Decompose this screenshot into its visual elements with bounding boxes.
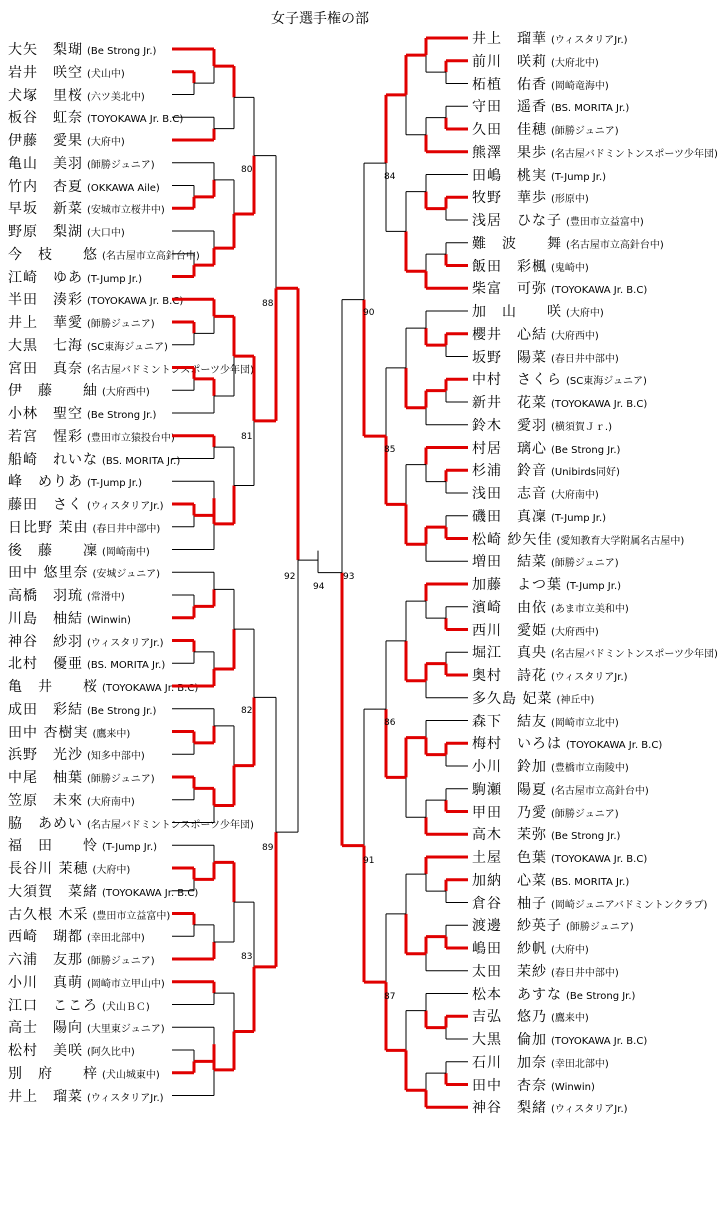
player-team: (師勝ジュニア) [87, 319, 155, 330]
player-team: (ウィスタリアJr.) [87, 501, 164, 512]
player-name: 長谷川 茉穂 [8, 861, 89, 877]
player-name: 堀江 真央 [472, 645, 547, 662]
match-number-90: 90 [363, 308, 375, 318]
player-team: (大府南中) [551, 490, 599, 501]
player-team: (ウィスタリアJr.) [551, 1104, 628, 1116]
player-name: 増田 結菜 [472, 554, 547, 571]
player-team: (安城市立桜井中) [87, 205, 165, 217]
player-team: (豊田市立猿投台中) [87, 432, 175, 444]
match-number-83: 83 [241, 952, 253, 962]
player-team: (犬山中) [87, 68, 125, 80]
player-name: 倉谷 柚子 [472, 895, 547, 912]
player-name: 笠原 未來 [8, 792, 83, 809]
player-team: (大口中) [87, 228, 125, 239]
player-team: (愛知教育大学附属名古屋中) [556, 535, 685, 547]
player-name: 磯田 真凜 [472, 508, 547, 525]
player-team: (形原中) [551, 194, 589, 206]
player-team: (豊田市立益富中) [92, 910, 171, 922]
player-team: (師勝ジュニア) [87, 956, 155, 967]
player-team: (T-Jump Jr.) [551, 171, 607, 183]
player-team: (師勝ジュニア) [551, 126, 619, 137]
player-name: 甲田 乃愛 [472, 804, 547, 821]
player-name: 亀 井 桜 [8, 679, 98, 695]
player-team: (名古屋市立高針台中) [551, 785, 649, 797]
match-number-92: 92 [284, 572, 296, 582]
player-name: 嶋田 紗帆 [472, 941, 547, 957]
player-team: (Winwin) [551, 1081, 595, 1093]
player-team: (名古屋バドミントンスポーツ少年団) [551, 148, 718, 160]
player-name: 亀山 美羽 [8, 155, 83, 172]
player-team: (春日井中部中) [92, 523, 161, 535]
player-name: 柘植 佑香 [472, 76, 547, 93]
match-number-84: 84 [384, 172, 396, 182]
player-team: (名古屋バドミントンスポーツ少年団) [87, 819, 254, 831]
player-name: 伊 藤 紬 [8, 383, 98, 400]
player-team: (Be Strong Jr.) [566, 990, 636, 1002]
player-team: (豊田市立益富中) [566, 217, 644, 228]
player-name: 飯田 彩楓 [472, 258, 547, 275]
player-name: 若宮 惺彩 [8, 428, 83, 445]
player-team: (鷹来中) [551, 1013, 589, 1025]
player-team: (名古屋市立高針台中) [566, 239, 664, 251]
player-team: (大府中) [551, 945, 589, 956]
player-name: 江口 こころ [8, 997, 98, 1014]
player-team: (Be Strong Jr.) [87, 46, 157, 57]
player-team: (阿久比中) [87, 1047, 135, 1058]
player-name: 大矢 梨瑚 [8, 42, 83, 58]
player-name: 松本 あすな [472, 986, 562, 1003]
player-name: 北村 優亜 [8, 656, 83, 673]
player-team: (岡崎ジュニアバドミントンクラブ) [551, 899, 708, 911]
player-name: 野原 梨湖 [8, 224, 83, 240]
player-team: (大府南中) [87, 796, 135, 808]
player-team: (OKKAWA Aile) [87, 182, 160, 194]
player-team: (春日井中部中) [551, 967, 619, 979]
player-name: 松崎 紗矢佳 [472, 531, 553, 548]
player-name: 杉浦 鈴音 [472, 463, 547, 480]
player-team: (あま市立美和中) [551, 603, 629, 615]
player-name: 前川 咲莉 [472, 53, 547, 70]
player-name: 鈴木 愛羽 [472, 417, 547, 434]
player-name: 高橋 羽琉 [8, 588, 83, 604]
player-name: 峰 めりあ [8, 474, 83, 491]
player-team: (ウィスタリアJr.) [87, 637, 164, 649]
player-name: 神谷 紗羽 [8, 633, 83, 650]
player-name: 浅居 ひな子 [472, 213, 562, 229]
player-team: (T-Jump Jr.) [87, 273, 143, 285]
player-name: 井上 瑠華 [472, 31, 547, 47]
player-name: 加 山 咲 [472, 304, 562, 320]
player-team: (Unibirds同好) [551, 467, 620, 479]
player-name: 新井 花菜 [472, 395, 547, 411]
player-team: (岡崎竜海中) [551, 80, 609, 92]
player-team: (SC東海ジュニア) [87, 341, 168, 353]
player-name: 神谷 梨緒 [472, 1100, 547, 1117]
player-team: (TOYOKAWA Jr. B.C) [87, 114, 184, 126]
player-name: 牧野 華歩 [472, 190, 547, 207]
player-name: 田中 悠里奈 [8, 565, 89, 582]
player-team: (横須賀Ｊｒ.) [551, 421, 612, 433]
player-name: 大須賀 菜緒 [8, 883, 98, 900]
player-team: (Be Strong Jr.) [87, 705, 157, 717]
player-team: (師勝ジュニア) [87, 159, 155, 171]
player-name: 熊澤 果歩 [472, 144, 547, 161]
player-name: 松村 美咲 [8, 1043, 83, 1059]
player-team: (鷹来中) [92, 728, 131, 740]
player-name: 森下 結友 [472, 713, 547, 730]
player-name: 中村 さくら [472, 372, 562, 389]
player-team: (T-Jump Jr.) [102, 842, 158, 854]
player-team: (師勝ジュニア) [87, 774, 155, 785]
player-name: 石川 加奈 [472, 1054, 547, 1071]
match-number-82: 82 [241, 706, 253, 716]
player-team: (幸田北部中) [87, 933, 145, 945]
player-team: (名古屋バドミントンスポーツ少年団) [551, 649, 718, 661]
player-team: (大府西中) [551, 330, 599, 342]
player-name: 西川 愛姫 [472, 622, 547, 639]
player-name: 竹内 杏夏 [8, 178, 83, 195]
player-name: 成田 彩結 [8, 701, 83, 718]
player-team: (安城ジュニア) [92, 569, 161, 581]
player-name: 久田 佳穂 [472, 122, 547, 138]
player-team: (BS. MORITA Jr.) [551, 876, 630, 888]
player-team: (岡崎市立北中) [551, 717, 619, 729]
player-name: 今 枝 悠 [8, 246, 98, 263]
player-name: 奥村 詩花 [472, 668, 547, 684]
player-team: (知多中部中) [87, 751, 145, 763]
player-name: 井上 瑠菜 [8, 1088, 83, 1105]
player-name: 小川 鈴加 [472, 759, 547, 775]
player-name: 田中 杏奈 [472, 1077, 547, 1094]
player-team: (BS. MORITA Jr.) [551, 103, 630, 115]
match-number-87: 87 [384, 992, 396, 1002]
player-name: 半田 湊彩 [8, 292, 83, 309]
player-name: 大黒 倫加 [472, 1032, 547, 1048]
player-name: 守田 遥香 [472, 99, 547, 116]
player-name: 高木 茉弥 [472, 827, 547, 844]
player-team: (大府北中) [551, 57, 599, 69]
player-team: (T-Jump Jr.) [87, 478, 143, 490]
player-name: 日比野 茉由 [8, 519, 89, 536]
player-name: 江崎 ゆあ [8, 269, 83, 286]
player-team: (鬼崎中) [551, 262, 589, 274]
player-name: 六浦 友那 [8, 952, 83, 968]
player-name: 渡邊 紗英子 [472, 918, 562, 935]
player-team: (豊橋市立南陵中) [551, 763, 629, 774]
player-team: (TOYOKAWA Jr. B.C) [566, 740, 663, 752]
player-name: 坂野 陽菜 [472, 349, 547, 366]
player-team: (師勝ジュニア) [566, 922, 634, 934]
player-name: 大黒 七海 [8, 337, 83, 354]
player-team: (T-Jump Jr.) [551, 512, 607, 524]
player-team: (犬山ＢＣ) [102, 1001, 150, 1013]
match-number-93: 93 [343, 572, 355, 582]
player-team: (ウィスタリアJr.) [551, 672, 628, 683]
player-team: (TOYOKAWA Jr. B.C) [551, 399, 648, 410]
player-name: 多久島 妃菜 [472, 690, 553, 707]
player-name: 犬塚 里桜 [8, 87, 83, 104]
player-team: (師勝ジュニア) [551, 808, 619, 820]
player-name: 村居 璃心 [472, 440, 547, 457]
player-name: 板谷 虹奈 [8, 110, 83, 127]
player-name: 脇 あめい [8, 815, 83, 832]
player-team: (Winwin) [87, 614, 131, 626]
match-number-94: 94 [313, 582, 325, 592]
player-team: (岡崎市立甲山中) [87, 978, 165, 990]
player-name: 中尾 柚葉 [8, 770, 83, 786]
player-team: (大府西中) [102, 387, 150, 399]
player-name: 西崎 瑚都 [8, 929, 83, 946]
player-name: 梅村 いろは [472, 736, 562, 753]
player-name: 小川 真萌 [8, 974, 83, 991]
player-team: (TOYOKAWA Jr. B.C) [551, 1036, 648, 1047]
player-team: (大府中) [87, 137, 125, 148]
player-team: (神丘中) [556, 694, 595, 706]
player-name: 難 波 舞 [472, 235, 562, 252]
player-name: 岩井 咲空 [8, 64, 83, 81]
player-team: (TOYOKAWA Jr. B.C) [551, 285, 648, 297]
player-team: (大里東ジュニア) [87, 1024, 165, 1036]
player-team: (Be Strong Jr.) [551, 444, 621, 456]
match-number-81: 81 [241, 432, 253, 442]
match-number-88: 88 [262, 299, 274, 309]
player-name: 高士 陽向 [8, 1020, 83, 1037]
player-team: (Be Strong Jr.) [87, 410, 157, 421]
player-team: (TOYOKAWA Jr. B.C) [87, 296, 184, 308]
player-team: (大府中) [566, 308, 604, 319]
player-name: 小林 聖空 [8, 406, 83, 422]
player-team: (春日井中部中) [551, 353, 619, 365]
player-team: (大府中) [92, 865, 131, 876]
player-name: 濱崎 由依 [472, 599, 547, 616]
player-name: 櫻井 心結 [472, 326, 547, 343]
player-name: 船崎 れいな [8, 451, 98, 468]
player-name: 井上 華愛 [8, 315, 83, 331]
player-team: (師勝ジュニア) [551, 558, 619, 570]
player-team: (岡崎南中) [102, 546, 150, 558]
player-team: (名古屋バドミントンスポーツ少年団) [87, 364, 254, 376]
player-name: 後 藤 凜 [8, 542, 98, 559]
player-team: (TOYOKAWA Jr. B.C) [551, 854, 648, 865]
player-name: 藤田 さく [8, 497, 83, 513]
player-team: (ウィスタリアJr.) [551, 35, 628, 46]
player-team: (ウィスタリアJr.) [87, 1092, 164, 1104]
player-name: 駒瀬 陽夏 [472, 781, 547, 798]
player-name: 早坂 新菜 [8, 201, 83, 218]
player-team: (名古屋市立高針台中) [102, 250, 200, 262]
player-name: 古久根 木采 [8, 906, 89, 923]
player-name: 浅田 志音 [472, 486, 547, 502]
player-name: 太田 茉紗 [472, 963, 547, 980]
page-title: 女子選手権の部 [271, 11, 369, 27]
player-name: 田嶋 桃実 [472, 167, 547, 184]
player-team: (大府西中) [551, 626, 599, 638]
player-name: 柴富 可弥 [472, 281, 547, 298]
player-name: 浜野 光沙 [8, 747, 83, 764]
player-name: 伊藤 愛果 [8, 133, 83, 149]
player-name: 加納 心菜 [472, 872, 547, 889]
player-name: 吉弘 悠乃 [472, 1009, 547, 1026]
player-team: (T-Jump Jr.) [566, 581, 622, 592]
player-team: (SC東海ジュニア) [566, 376, 647, 388]
player-team: (BS. MORITA Jr.) [87, 660, 166, 672]
match-number-80: 80 [241, 165, 253, 175]
player-name: 宮田 真奈 [8, 360, 83, 377]
match-number-89: 89 [262, 843, 274, 853]
player-name: 土屋 色葉 [472, 850, 547, 866]
match-number-85: 85 [384, 445, 396, 455]
player-name: 別 府 梓 [8, 1065, 98, 1082]
player-team: (TOYOKAWA Jr. B.C) [102, 887, 199, 899]
player-name: 福 田 怜 [8, 838, 98, 855]
player-team: (常滑中) [87, 592, 125, 603]
match-number-86: 86 [384, 718, 396, 728]
player-team: (BS. MORITA Jr.) [102, 455, 181, 467]
match-number-91: 91 [363, 856, 375, 866]
player-name: 川島 柚結 [8, 610, 83, 627]
player-team: (TOYOKAWA Jr. B.C) [102, 683, 199, 694]
player-team: (六ツ美北中) [87, 91, 145, 103]
player-team: (幸田北部中) [551, 1058, 609, 1070]
player-team: (犬山城東中) [102, 1069, 160, 1081]
player-name: 加藤 よつ葉 [472, 577, 562, 593]
player-name: 田中 杏樹実 [8, 724, 89, 741]
player-team: (Be Strong Jr.) [551, 831, 621, 843]
